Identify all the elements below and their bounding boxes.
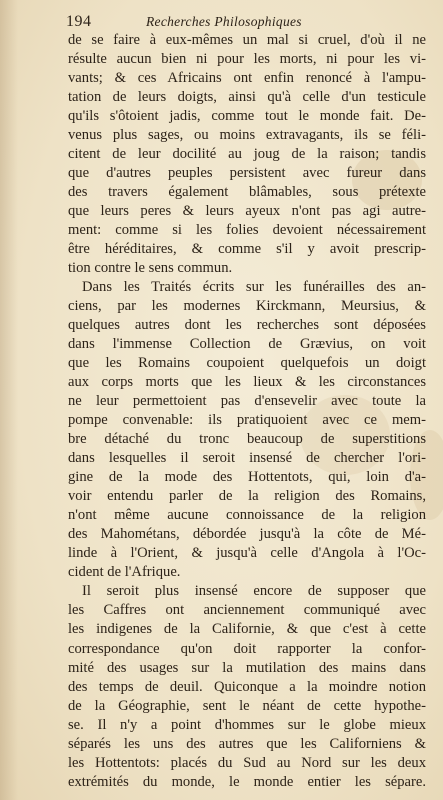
text-line: n'ont même aucune connoissance de la religion [68, 507, 426, 524]
text-line: tation de leurs doigts, ainsi qu'à celle d'un testicule [68, 89, 426, 106]
text-line: qu'ils s'ôtoient jadis, comme tout le monde fait. De- [68, 108, 426, 125]
text-line: que leurs peres & leurs ayeux n'ont pas agi autre- [68, 203, 426, 220]
text-line: des temps de deuil. Quiconque a la moindre notion [68, 678, 426, 695]
text-line: Il seroit plus insensé encore de supposer que [82, 583, 426, 600]
page-fold-shadow [0, 0, 18, 800]
text-line: des travers également blâmables, sous prétexte [68, 184, 426, 201]
text-line: séparés les uns des autres que les Californiens & [68, 735, 426, 752]
text-line: gine de la mode des Hottentots, qui, loin d'a- [68, 469, 426, 486]
text-line: se. Il n'y a point d'hommes sur le globe mieux [68, 716, 426, 733]
text-line: dans lesquelles il seroit insensé de chercher l'ori- [68, 450, 426, 467]
text-line: dans l'immense Collection de Grævius, on voit [68, 336, 426, 353]
text-line: bre détaché du tronc beaucoup de superstitions [68, 431, 426, 448]
text-line: ment: comme si les folies devoient nécessairement [68, 222, 426, 239]
text-line: Dans les Traités écrits sur les funérailles des an- [82, 279, 426, 296]
text-line: quelques autres dont les recherches sont déposées [68, 317, 426, 334]
page-number: 194 [66, 13, 92, 30]
text-line: ciens, par les modernes Kirckmann, Meursius, & [68, 298, 426, 315]
text-line: correspondance qu'on doit rapporter la confor- [68, 640, 426, 657]
text-line: ne leur permettoient pas d'ensevelir avec toute la [68, 393, 426, 410]
text-line: voir entendu parler de la religion des Romains, [68, 488, 426, 505]
text-line: pompe convenable: ils pratiquoient avec ce mem- [68, 412, 426, 429]
running-title: Recherches Philosophiques [146, 14, 302, 29]
text-line: être héréditaires, & comme s'il y avoit prescrip- [68, 241, 426, 258]
text-line: de se faire à eux-mêmes un mal si cruel, d'où il ne [68, 32, 426, 48]
text-line: de la Géographie, sent le néant de cette hypothe- [68, 697, 426, 714]
text-line: des Mahométans, débordée jusqu'à la côte de Mé- [68, 526, 426, 543]
text-line: cident de l'Afrique. [68, 564, 181, 581]
text-line: les Hottentots: placés du Sud au Nord sur les deux [68, 754, 426, 771]
text-line: que les Romains coupoient quelquefois un doigt [68, 355, 426, 372]
text-line: vants; & ces Africains ont enfin renoncé à l'ampu- [68, 70, 426, 87]
text-line: extrémités du monde, le monde entier les sépare. [68, 773, 426, 790]
text-line: résulte aucun bien ni pour les morts, ni pour les vi- [68, 51, 426, 68]
body-text [68, 31, 426, 792]
text-line: mité des usages sur la mutilation des mains dans [68, 659, 426, 676]
text-line: les Caffres ont anciennement communiqué avec [68, 602, 426, 619]
page-header [66, 13, 426, 33]
text-line: venus plus sages, ou moins extravagants, ils se féli- [68, 127, 426, 144]
text-line: les indigenes de la Californie, & que c'est à cette [68, 621, 426, 638]
text-line: linde à l'Orient, & jusqu'à celle d'Angola à l'Oc- [68, 545, 426, 562]
text-line: que d'autres peuples persistent avec fureur dans [68, 165, 426, 182]
text-line: citent de leur docilité au joug de la raison; tandis [68, 146, 426, 163]
text-line: aux corps morts que les lieux & les circonstances [68, 374, 426, 391]
text-line: tion contre le sens commun. [68, 260, 233, 277]
